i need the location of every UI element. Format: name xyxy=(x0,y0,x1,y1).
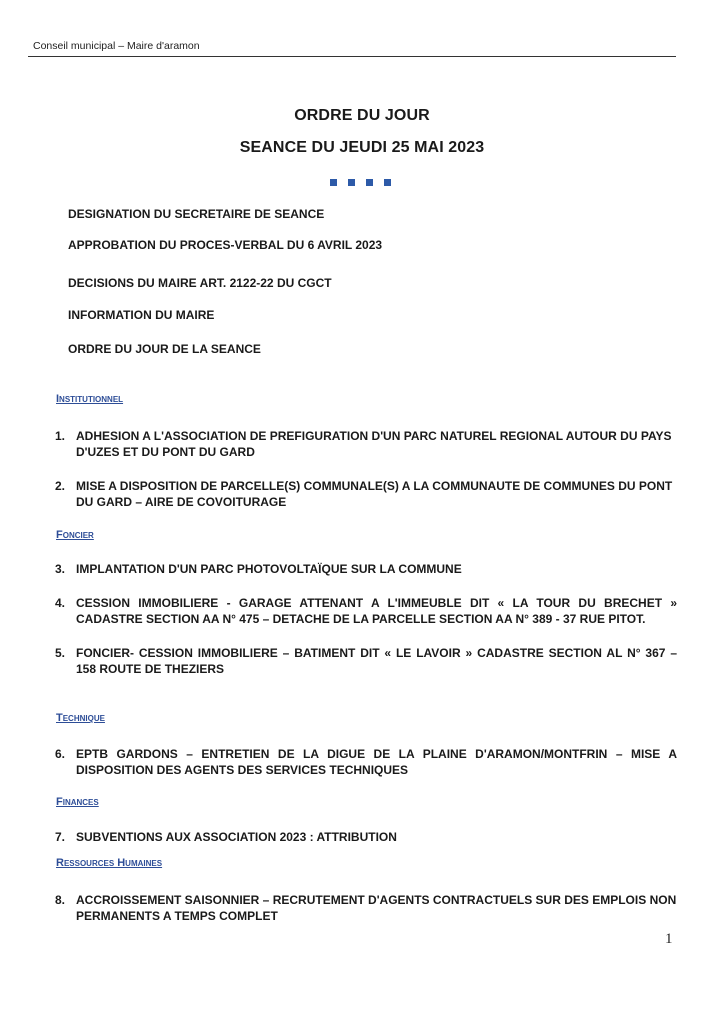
preliminary-item: APPROBATION DU PROCES-VERBAL DU 6 AVRIL 2023 xyxy=(68,238,383,252)
item-text: IMPLANTATION D'UN PARC PHOTOVOLTAÏQUE SUR LA COMMUNE xyxy=(76,562,462,576)
section-heading-foncier: Foncier xyxy=(56,529,94,541)
agenda-item xyxy=(55,428,677,460)
square-ornament-icon xyxy=(330,179,337,186)
session-date-title: SEANCE DU JEUDI 25 MAI 2023 xyxy=(239,139,485,156)
item-number: 4. xyxy=(55,596,66,610)
page-number: 1 xyxy=(665,931,673,947)
item-text: MISE A DISPOSITION DE PARCELLE(S) COMMUNALE(S) A LA COMMUNAUTE DE COMMUNES DU PONT DU GARD – AIRE DE COVOITURAGE xyxy=(76,479,673,509)
agenda-item xyxy=(55,595,677,627)
item-number: 3. xyxy=(55,562,66,576)
square-ornament-icon xyxy=(366,179,373,186)
item-text: FONCIER- CESSION IMMOBILIERE – BATIMENT DIT « LE LAVOIR » CADASTRE SECTION AL N° 367 – 158 ROUTE DE THEZIERS xyxy=(76,646,677,676)
page-title: ORDRE DU JOUR xyxy=(294,107,430,124)
section-heading-finances: Finances xyxy=(56,796,99,808)
item-text: CESSION IMMOBILIERE - GARAGE ATTENANT A L'IMMEUBLE DIT « LA TOUR DU BRECHET » CADASTRE SECTION AA N° 475 – DETACHE DE LA PARCELLE SECTION AA N° 389 - 37 RUE PITOT. xyxy=(76,596,677,626)
agenda-item xyxy=(55,829,677,845)
item-number: 1. xyxy=(55,429,66,443)
agenda-item xyxy=(55,561,677,577)
item-number: 2. xyxy=(55,479,66,493)
preliminary-item: DESIGNATION DU SECRETAIRE DE SEANCE xyxy=(68,207,325,221)
square-ornament-icon xyxy=(348,179,355,186)
item-text: ACCROISSEMENT SAISONNIER – RECRUTEMENT D'AGENTS CONTRACTUELS SUR DES EMPLOIS NON PERMANENTS A TEMPS COMPLET xyxy=(76,893,677,923)
header-divider xyxy=(28,56,676,57)
agenda-item xyxy=(55,645,677,677)
item-text: ADHESION A L'ASSOCIATION DE PREFIGURATION D'UN PARC NATUREL REGIONAL AUTOUR DU PAYS D'UZES ET DU PONT DU GARD xyxy=(76,429,672,459)
running-header: Conseil municipal – Maire d'aramon xyxy=(33,40,200,52)
item-text: SUBVENTIONS AUX ASSOCIATION 2023 : ATTRIBUTION xyxy=(76,830,397,844)
item-number: 8. xyxy=(55,893,66,907)
section-heading-technique: Technique xyxy=(56,712,105,724)
preliminary-item: INFORMATION DU MAIRE xyxy=(68,308,215,322)
section-heading-ressources-humaines: Ressources Humaines xyxy=(56,857,163,869)
item-number: 7. xyxy=(55,830,66,844)
agenda-item xyxy=(55,892,677,924)
decorative-squares xyxy=(330,179,391,186)
item-number: 5. xyxy=(55,646,66,660)
item-text: EPTB GARDONS – ENTRETIEN DE LA DIGUE DE LA PLAINE D'ARAMON/MONTFRIN – MISE A DISPOSITION DES AGENTS DES SERVICES TECHNIQUES xyxy=(76,747,677,777)
section-heading-institutionnel: Institutionnel xyxy=(56,393,124,405)
agenda-item xyxy=(55,746,677,778)
item-number: 6. xyxy=(55,747,66,761)
agenda-item xyxy=(55,478,677,510)
preliminary-item: DECISIONS DU MAIRE ART. 2122-22 DU CGCT xyxy=(68,276,332,290)
square-ornament-icon xyxy=(384,179,391,186)
preliminary-item: ORDRE DU JOUR DE LA SEANCE xyxy=(68,342,261,356)
